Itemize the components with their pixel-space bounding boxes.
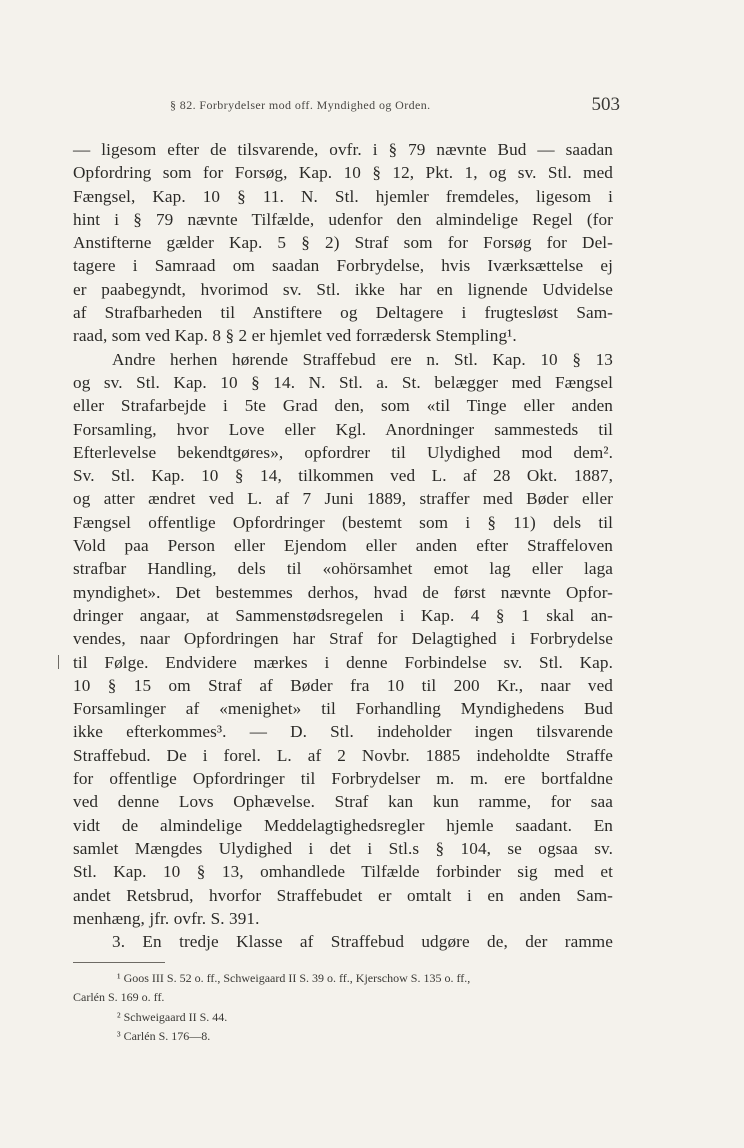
body-text bbox=[73, 138, 613, 953]
text-line: Andre herhen hørende Straffebud ere n. Stl. Kap. 10 § 13 bbox=[112, 349, 613, 369]
text-line: vidt de almindelige Meddelagtighedsregler hjemle saadant. En bbox=[73, 815, 613, 835]
text-line: ved denne Lovs Ophævelse. Straf kan kun ramme, for saa bbox=[73, 792, 613, 812]
text-line: Fængsel offentlige Opfordringer (bestemt som i § 11) dels til bbox=[73, 512, 613, 532]
text-line: andet Retsbrud, hvorfor Straffebudet er omtalt i en anden Sam- bbox=[73, 885, 613, 905]
text-line: menhæng, jfr. ovfr. S. 391. bbox=[73, 908, 260, 928]
text-line: raad, som ved Kap. 8 § 2 er hjemlet ved forrædersk Stempling¹. bbox=[73, 326, 517, 346]
text-line: eller Strafarbejde i 5te Grad den, som «til Tinge eller anden bbox=[73, 396, 613, 416]
text-line: 3. En tredje Klasse af Straffebud udgøre de, der ramme bbox=[112, 932, 613, 952]
page-number: 503 bbox=[591, 94, 620, 115]
text-line: Fængsel, Kap. 10 § 11. N. Stl. hjemler fremdeles, ligesom i bbox=[73, 186, 613, 206]
text-line: hint i § 79 nævnte Tilfælde, udenfor den almindelige Regel (for bbox=[73, 209, 613, 229]
text-line: samlet Mængdes Ulydighed i det i Stl.s § 104, se ogsaa sv. bbox=[73, 838, 613, 858]
text-line: dringer angaar, at Sammenstødsregelen i Kap. 4 § 1 skal an- bbox=[73, 605, 613, 625]
header-title: § 82. Forbrydelser mod off. Myndighed og Orden. bbox=[170, 98, 431, 112]
text-line: og atter ændret ved L. af 7 Juni 1889, straffer med Bøder eller bbox=[73, 489, 613, 509]
text-line: Opfordring som for Forsøg, Kap. 10 § 12, Pkt. 1, og sv. Stl. med bbox=[73, 163, 613, 183]
text-line: vendes, naar Opfordringen har Straf for Delagtighed i Forbrydelse bbox=[73, 629, 613, 649]
text-line: 10 § 15 om Straf af Bøder fra 10 til 200 Kr., naar ved bbox=[73, 675, 613, 695]
text-line: ikke efterkommes³. — D. Stl. indeholder ingen tilsvarende bbox=[73, 722, 613, 742]
footnote-1: ¹ Goos III S. 52 o. ff., Schweigaard II S. 39 o. ff., Kjerschow S. 135 o. ff., bbox=[117, 971, 471, 985]
text-line: Vold paa Person eller Ejendom eller anden efter Straffeloven bbox=[73, 536, 613, 556]
text-line: Forsamling, hvor Love eller Kgl. Anordninger sammesteds til bbox=[73, 419, 613, 439]
text-line: tagere i Samraad om saadan Forbrydelse, hvis Iværksættelse ej bbox=[73, 256, 613, 276]
text-line: Anstifterne gælder Kap. 5 § 2) Straf som for Forsøg for Del- bbox=[73, 233, 613, 253]
text-line: er paabegyndt, hvorimod sv. Stl. ikke har en lignende Udvidelse bbox=[73, 279, 613, 299]
text-line: myndighet». Det bestemmes derhos, hvad de først nævnte Opfor- bbox=[73, 582, 613, 602]
footnote-3: ³ Carlén S. 176—8. bbox=[117, 1029, 211, 1044]
footnote-1-cont: Carlén S. 169 o. ff. bbox=[73, 990, 165, 1005]
text-line: og sv. Stl. Kap. 10 § 14. N. Stl. a. St. belægger med Fængsel bbox=[73, 372, 613, 392]
text-line: Forsamlinger af «menighet» til Forhandling Myndighedens Bud bbox=[73, 699, 613, 719]
text-line: Sv. Stl. Kap. 10 § 14, tilkommen ved L. af 28 Okt. 1887, bbox=[73, 466, 613, 486]
footnotes bbox=[73, 962, 613, 1047]
text-line: Efterlevelse bekendtgøres», opfordrer til Ulydighed mod dem². bbox=[73, 442, 613, 462]
footnote-rule bbox=[73, 962, 165, 963]
footnote-2: ² Schweigaard II S. 44. bbox=[117, 1009, 228, 1024]
text-line: Straffebud. De i forel. L. af 2 Novbr. 1885 indeholdte Straffe bbox=[73, 745, 613, 765]
text-line: til Følge. Endvidere mærkes i denne Forbindelse sv. Stl. Kap. bbox=[73, 652, 613, 672]
text-line: — ligesom efter de tilsvarende, ovfr. i § 79 nævnte Bud — saadan bbox=[73, 140, 613, 159]
text-line: af Strafbarheden til Anstiftere og Deltagere i frugtesløst Sam- bbox=[73, 303, 613, 323]
running-header bbox=[170, 94, 620, 118]
text-line: strafbar Handling, dels til «ohörsamhet emot lag eller laga bbox=[73, 559, 613, 579]
text-line: for offentlige Opfordringer til Forbrydelser m. m. ere bortfaldne bbox=[73, 769, 613, 789]
margin-mark bbox=[58, 655, 59, 669]
text-line: Stl. Kap. 10 § 13, omhandlede Tilfælde forbinder sig med et bbox=[73, 862, 613, 882]
